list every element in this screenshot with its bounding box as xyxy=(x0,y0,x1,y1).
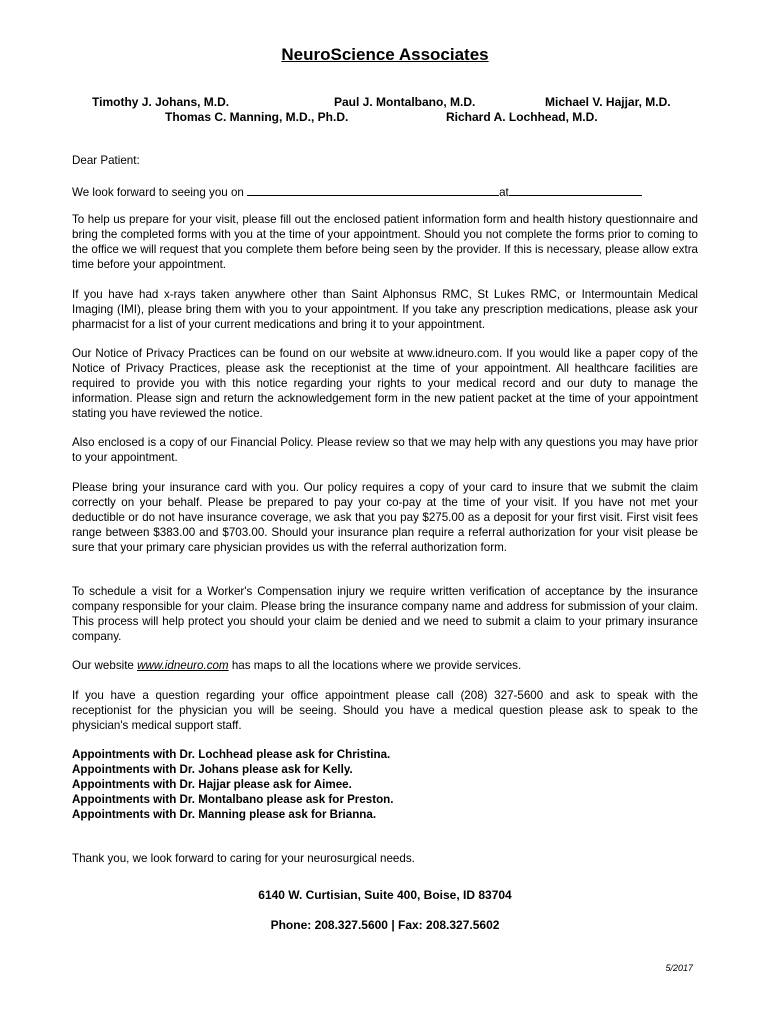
paragraph-forms: To help us prepare for your visit, please fill out the enclosed patient information form and health history questionnaire and bring the completed forms with you at the time of your appointment. Should you not complete the forms prior to coming to the office we will request that you complete them before being seen by the provider. If this is necessary, please allow extra time before your appointment. xyxy=(72,213,698,271)
doctor-manning: Thomas C. Manning, M.D., Ph.D. xyxy=(165,110,349,124)
website-link[interactable]: www.idneuro.com xyxy=(137,659,229,672)
paragraph-website xyxy=(72,659,698,674)
appointment-date-blank[interactable] xyxy=(247,184,499,196)
paragraph-financial: Also enclosed is a copy of our Financial Policy. Please review so that we may help with any questions you may have prior to your appointment. xyxy=(72,436,698,464)
address: 6140 W. Curtisian, Suite 400, Boise, ID 83704 xyxy=(258,888,512,902)
website-prefix: Our website xyxy=(72,659,134,672)
paragraph-xrays: If you have had x-rays taken anywhere other than Saint Alphonsus RMC, St Lukes RMC, or Intermountain Medical Imaging (IMI), please bring them with you to your appointment. If you take any prescription medications, please ask your pharmacist for a list of your current medications and bring it to your appointment. xyxy=(72,288,698,331)
doctor-montalbano: Paul J. Montalbano, M.D. xyxy=(334,95,476,109)
appointment-contact-johans: Appointments with Dr. Johans please ask for Kelly. xyxy=(72,762,353,776)
doctor-lochhead: Richard A. Lochhead, M.D. xyxy=(446,110,598,124)
appointment-line xyxy=(72,184,698,201)
appointment-contact-montalbano: Appointments with Dr. Montalbano please ask for Preston. xyxy=(72,792,394,806)
doctor-hajjar: Michael V. Hajjar, M.D. xyxy=(545,95,671,109)
appointment-contacts xyxy=(72,748,393,823)
appointment-contact-lochhead: Appointments with Dr. Lochhead please ask for Christina. xyxy=(72,748,391,761)
appointment-contact-hajjar: Appointments with Dr. Hajjar please ask for Aimee. xyxy=(72,777,352,791)
salutation: Dear Patient: xyxy=(72,154,140,167)
paragraph-workers-comp: To schedule a visit for a Worker's Compensation injury we require written verification of acceptance by the insurance company responsible for your claim. Please bring the insurance company name and address for submission of your claim. This process will help protect you should your claim be denied and we need to submit a claim to your primary insurance company. xyxy=(72,585,698,643)
paragraph-questions: If you have a question regarding your office appointment please call (208) 327-5600 and ask to speak with the receptionist for the physician you will be seeing. Should you have a medical question please ask to speak to the physician's medical support staff. xyxy=(72,689,698,732)
paragraph-privacy: Our Notice of Privacy Practices can be found on our website at www.idneuro.com. If you would like a paper copy of the Notice of Privacy Practices, please ask the receptionist at the time of your appointment. All healthcare facilities are required to provide you with this notice regarding your rights to your medical record and our duty to manage the information. Please sign and return the acknowledgement form in the new patient packet at the time of your appointment stating you have reviewed the notice. xyxy=(72,347,698,420)
appointment-line-at: at xyxy=(499,186,509,199)
phone-fax: Phone: 208.327.5600 | Fax: 208.327.5602 xyxy=(270,918,500,932)
revision-date: 5/2017 xyxy=(665,963,693,973)
website-suffix: has maps to all the locations where we provide services. xyxy=(231,659,522,672)
appointment-time-blank[interactable] xyxy=(509,184,642,196)
doctor-johans: Timothy J. Johans, M.D. xyxy=(92,95,230,109)
paragraph-insurance: Please bring your insurance card with you. Our policy requires a copy of your card to insure that we submit the claim correctly on your behalf. Please be prepared to pay your co-pay at the time of your visit. If you have not met your deductible or do not have insurance coverage, we ask that you pay $275.00 as a deposit for your first visit. First visit fees range between $383.00 and $703.00. Should your insurance plan require a referral authorization for your visit please be sure that your primary care physician provides us with the referral authorization form. xyxy=(72,481,698,554)
appointment-contact-manning: Appointments with Dr. Manning please ask for Brianna. xyxy=(72,807,377,821)
appointment-line-prefix: We look forward to seeing you on xyxy=(72,186,244,199)
practice-title: NeuroScience Associates xyxy=(281,45,489,64)
closing: Thank you, we look forward to caring for your neurosurgical needs. xyxy=(72,852,415,865)
